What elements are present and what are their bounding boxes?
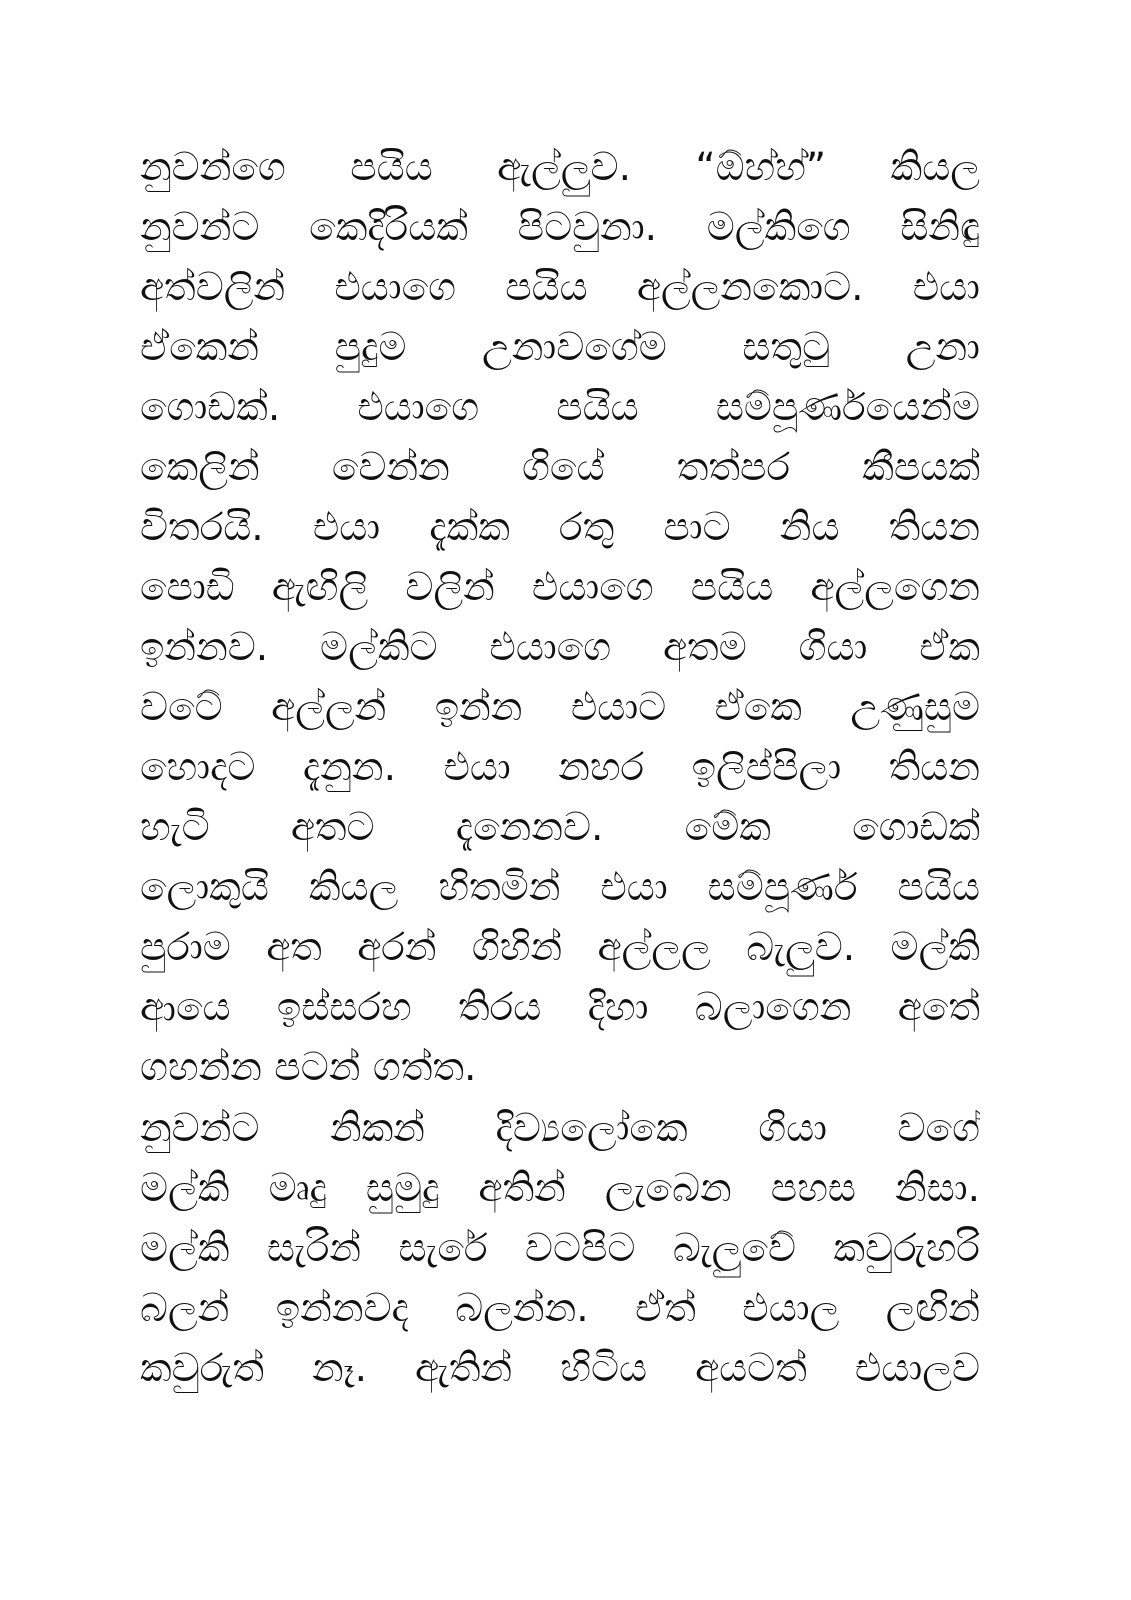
text-line: පුරාම අත අරන් ගිහින් අල්ලල බැලුව. මල්කි: [140, 925, 980, 970]
text-line: පොඩි ඇඟිලි වලින් එයාගෙ පයිය අල්ලගෙන: [140, 565, 980, 610]
text-line: මල්කි මෘදු සුමුදු අතින් ලැබෙන පහස නිසා.: [140, 1166, 980, 1211]
text-line: ආයෙ ඉස්සරහ තිරය දිහා බලාගෙන අතේ: [140, 985, 980, 1030]
paragraph-2: [140, 1099, 980, 1399]
text-line: බලන් ඉන්නවද බලන්න. ඒත් එයාල ලඟින්: [140, 1286, 980, 1331]
text-line: ඉන්නව. මල්කිට එයාගෙ අතම ගියා ඒක: [140, 625, 980, 670]
text-line: කවුරුත් නෑ. ඇතින් හිටිය අයටත් එයාලව: [140, 1346, 980, 1391]
text-line: ගොඩක්. එයාගෙ පයිය සම්පූර්ණයෙන්ම: [140, 385, 980, 430]
text-line: මල්කි සැරින් සැරේ වටපිට බැලුවේ කවුරුහරි: [140, 1226, 980, 1271]
paragraph-1: [140, 138, 980, 1098]
text-line: හැටි අතට දැනෙනව. මේක ගොඩක්: [140, 805, 980, 850]
text-line: නුවන්ට නිකන් දිව්‍යලෝකෙ ගියා වගේ: [140, 1106, 980, 1151]
text-line-last: ගහන්න පටන් ගත්ත.: [140, 1045, 477, 1090]
text-line: නුවන්ට කෙදිරියක් පිටවුනා. මල්කිගෙ සිනිඳු: [140, 205, 980, 250]
text-line: ලොකුයි කියල හිතමින් එයා සම්පූර්ණ පයිය: [140, 865, 980, 910]
text-line: නුවන්ගෙ පයිය ඇල්ලුව. “ඕහ්හ්” කියල: [140, 145, 980, 190]
text-line: වටේ අල්ලන් ඉන්න එයාට ඒකෙ උණුසුම: [140, 685, 980, 730]
text-line: ඒකෙන් පුදුම උනාවගේම සතුටු උනා: [140, 325, 980, 370]
text-line: කෙලින් වෙන්න ගියේ තත්පර කීපයක්: [140, 445, 980, 490]
text-line: විතරයි. එයා දැක්ක රතු පාට නිය තියන: [140, 505, 980, 550]
text-line: හොදට දැනුන. එයා නහර ඉලිප්පිලා තියන: [140, 745, 980, 790]
text-line: අත්වලින් එයාගෙ පයිය අල්ලනකොට. එයා: [140, 265, 980, 310]
